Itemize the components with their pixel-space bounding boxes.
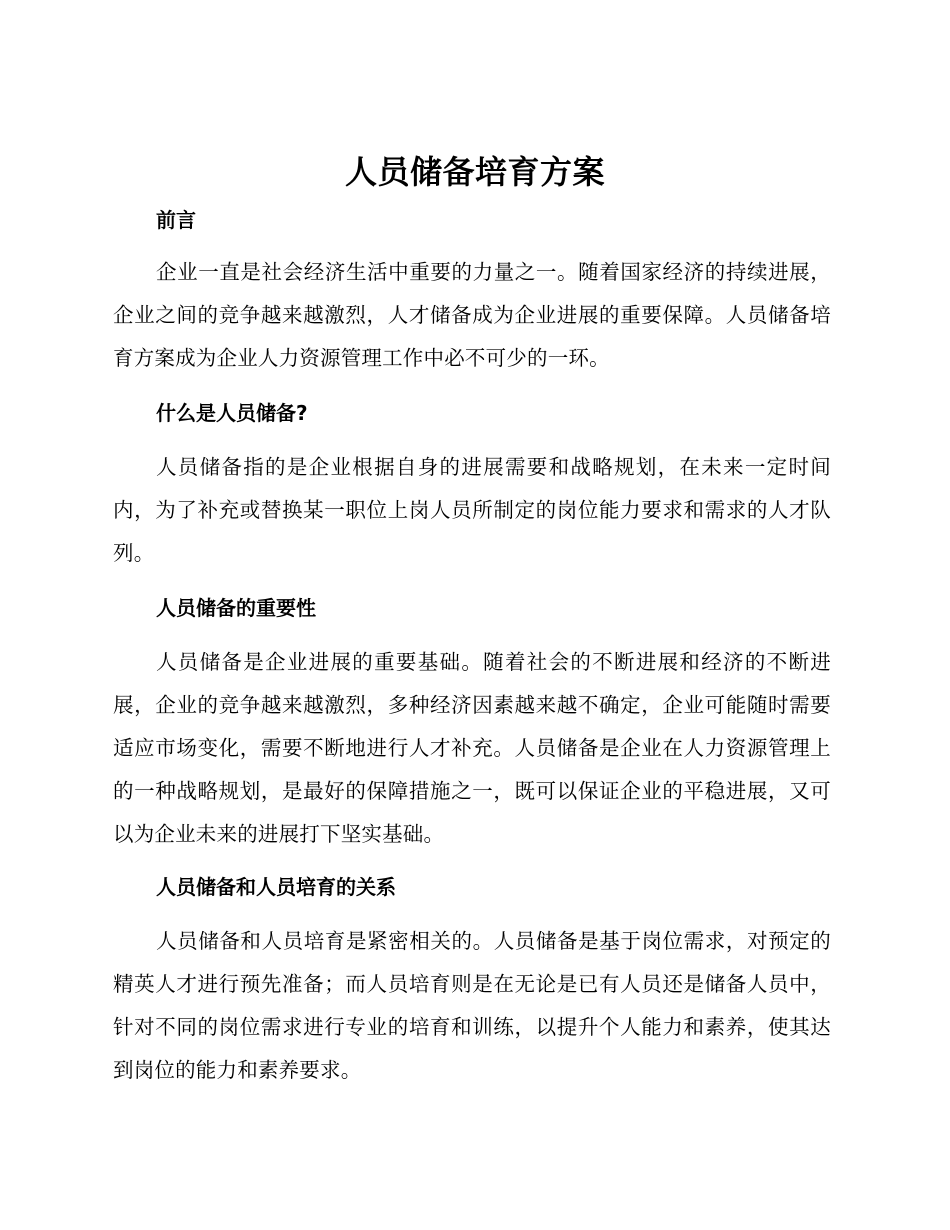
- document-title: 人员储备培育方案: [344, 153, 605, 191]
- section-heading-what-is-reserve: 什么是人员储备?: [156, 401, 308, 425]
- section-paragraph-preface: 企业一直是社会经济生活中重要的力量之一。随着国家经济的持续进展，企业之间的竞争越来越激烈，人才储备成为企业进展的重要保障。人员储备培育方案成为企业人力资源管理工作中必不可少的一环。: [113, 260, 831, 370]
- section-heading-relationship: 人员储备和人员培育的关系: [156, 875, 396, 899]
- section-paragraph-what-is-reserve: 人员储备指的是企业根据自身的进展需要和战略规划，在未来一定时间内，为了补充或替换某一职位上岗人员所制定的岗位能力要求和需求的人才队列。: [113, 455, 831, 565]
- section-heading-importance: 人员储备的重要性: [156, 596, 316, 620]
- section-paragraph-importance: 人员储备是企业进展的重要基础。随着社会的不断进展和经济的不断进展，企业的竞争越来越激烈，多种经济因素越来越不确定，企业可能随时需要适应市场变化，需要不断地进行人才补充。人员储备是企业在人力资源管理上的一种战略规划，是最好的保障措施之一，既可以保证企业的平稳进展，又可以为企业未来的进展打下坚实基础。: [113, 650, 831, 846]
- section-heading-preface: 前言: [156, 208, 196, 232]
- section-paragraph-relationship: 人员储备和人员培育是紧密相关的。人员储备是基于岗位需求，对预定的精英人才进行预先准备；而人员培育则是在无论是已有人员还是储备人员中，针对不同的岗位需求进行专业的培育和训练，以提升个人能力和素养，使其达到岗位的能力和素养要求。: [113, 929, 831, 1082]
